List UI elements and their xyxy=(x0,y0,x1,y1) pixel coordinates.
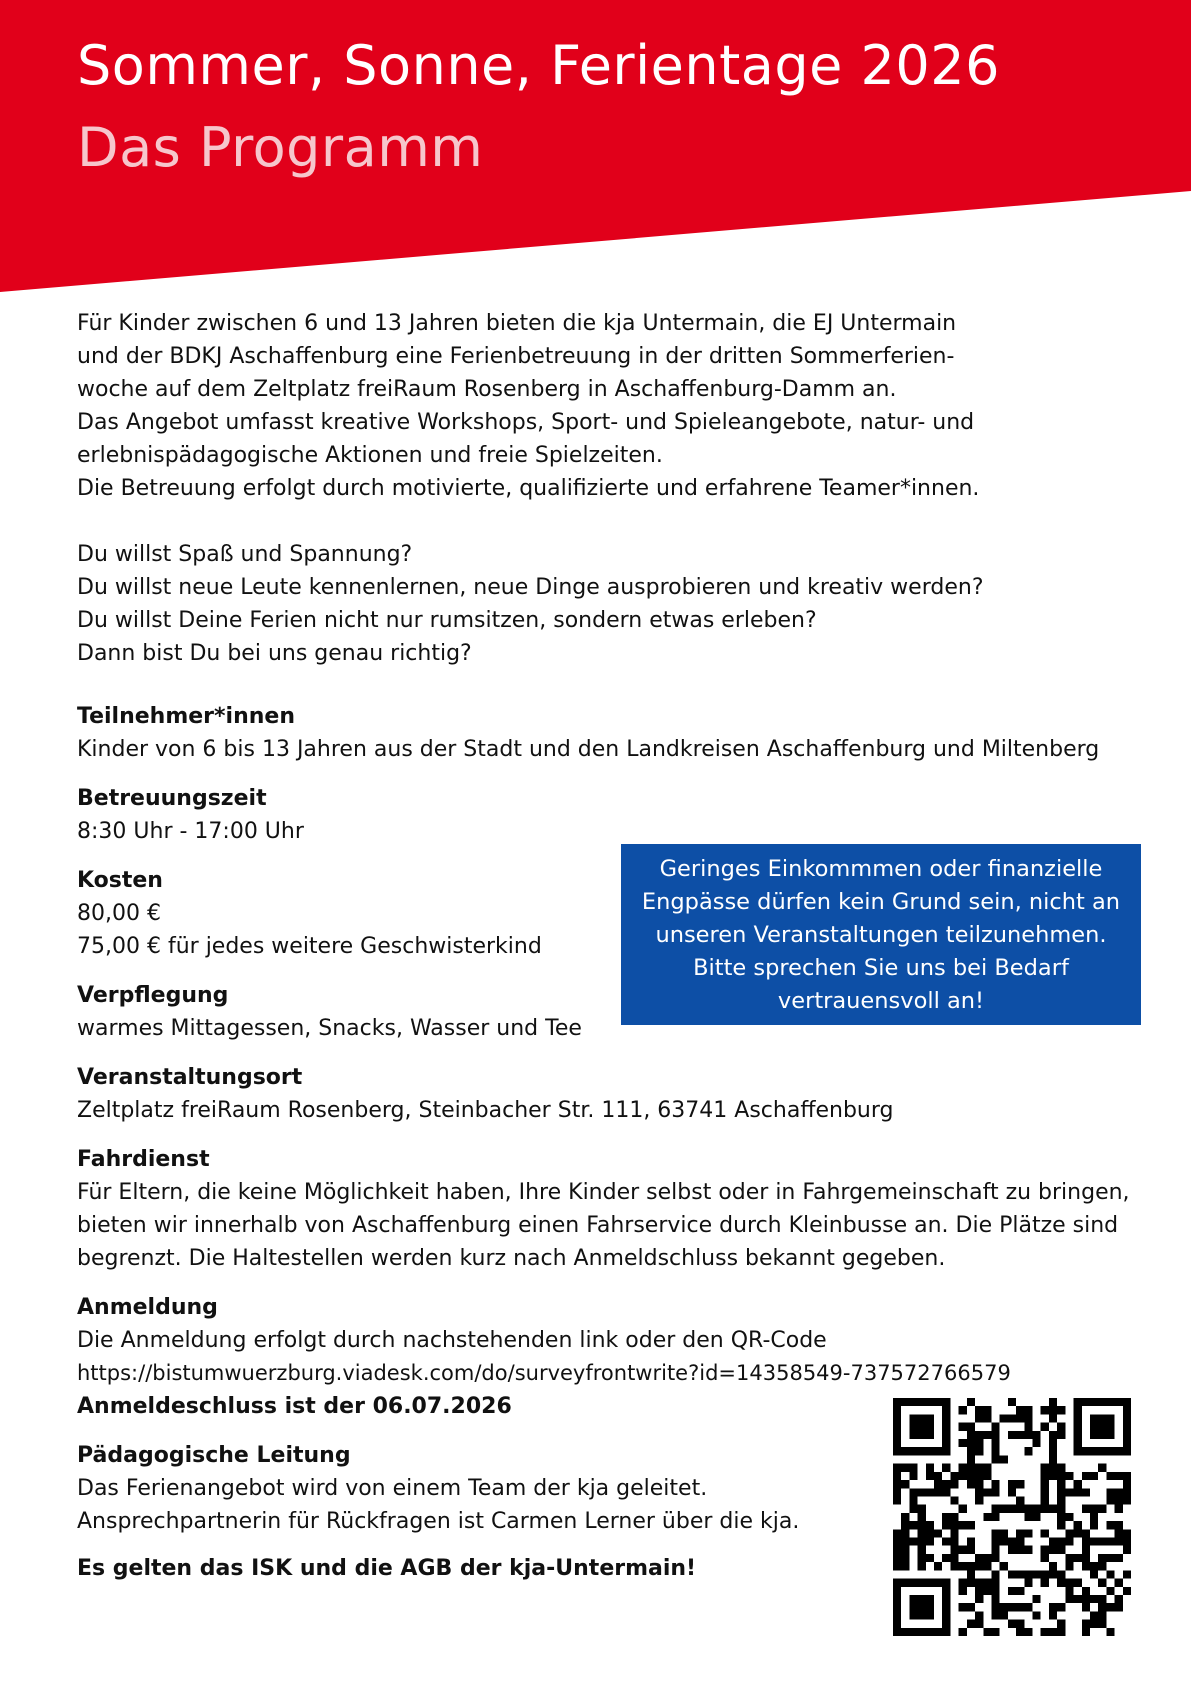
section-text: Für Eltern, die keine Möglichkeit haben, Ihre Kinder selbst oder in Fahrgemeinschaft zu bringen, xyxy=(77,1180,1130,1205)
financial-support-box xyxy=(621,844,1141,1025)
intro-line: erlebnispädagogische Aktionen und freie Spielzeiten. xyxy=(77,443,663,468)
section-betreuungszeit xyxy=(77,782,1177,848)
intro-paragraph xyxy=(77,307,1177,505)
question-line: Du willst neue Leute kennenlernen, neue Dinge ausprobieren und kreativ werden? xyxy=(77,575,984,600)
page-subtitle: Das Programm xyxy=(77,116,484,179)
page-title: Sommer, Sonne, Ferientage 2026 xyxy=(77,34,1000,97)
section-teilnehmer xyxy=(77,700,1177,766)
header-banner xyxy=(0,0,1191,300)
intro-line: Das Angebot umfasst kreative Workshops, Sport- und Spieleangebote, natur- und xyxy=(77,410,975,435)
questions-paragraph xyxy=(77,538,1177,670)
section-heading: Fahrdienst xyxy=(77,1147,210,1172)
section-text: Zeltplatz freiRaum Rosenberg, Steinbacher Str. 111, 63741 Aschaffenburg xyxy=(77,1098,894,1123)
section-fahrdienst xyxy=(77,1143,1177,1275)
section-text: Ansprechpartnerin für Rückfragen ist Carmen Lerner über die kja. xyxy=(77,1509,800,1534)
intro-line: woche auf dem Zeltplatz freiRaum Rosenberg in Aschaffenburg-Damm an. xyxy=(77,377,897,402)
question-line: Dann bist Du bei uns genau richtig? xyxy=(77,641,472,666)
question-line: Du willst Spaß und Spannung? xyxy=(77,542,413,567)
section-heading: Verpflegung xyxy=(77,983,229,1008)
infobox-line: Bitte sprechen Sie uns bei Bedarf xyxy=(693,955,1069,981)
section-text: begrenzt. Die Haltestellen werden kurz nach Anmeldschluss bekannt gegeben. xyxy=(77,1246,946,1271)
section-text: 8:30 Uhr - 17:00 Uhr xyxy=(77,819,304,844)
infobox-line: Geringes Einkommmen oder finanzielle xyxy=(659,856,1103,882)
infobox-line: vertrauensvoll an! xyxy=(777,988,985,1014)
section-heading: Betreuungszeit xyxy=(77,786,267,811)
section-text: bieten wir innerhalb von Aschaffenburg einen Fahrservice durch Kleinbusse an. Die Plätze sind xyxy=(77,1213,1119,1238)
intro-line: Die Betreuung erfolgt durch motivierte, qualifizierte und erfahrene Teamer*innen. xyxy=(77,476,980,501)
section-text: Die Anmeldung erfolgt durch nachstehenden link oder den QR-Code xyxy=(77,1328,827,1353)
question-line: Du willst Deine Ferien nicht nur rumsitzen, sondern etwas erleben? xyxy=(77,608,817,633)
registration-deadline: Anmeldeschluss ist der 06.07.2026 xyxy=(77,1394,512,1419)
section-heading: Kosten xyxy=(77,868,163,893)
intro-line: und der BDKJ Aschaffenburg eine Ferienbetreuung in der dritten Sommerferien- xyxy=(77,344,955,369)
section-text: Das Ferienangebot wird von einem Team der kja geleitet. xyxy=(77,1476,708,1501)
section-heading: Veranstaltungsort xyxy=(77,1065,303,1090)
price-regular: 80,00 € xyxy=(77,901,161,926)
footer-note: Es gelten das ISK und die AGB der kja-Untermain! xyxy=(77,1556,697,1581)
section-text: Kinder von 6 bis 13 Jahren aus der Stadt und den Landkreisen Aschaffenburg und Miltenberg xyxy=(77,737,1100,762)
section-heading: Anmeldung xyxy=(77,1295,218,1320)
intro-line: Für Kinder zwischen 6 und 13 Jahren bieten die kja Untermain, die EJ Untermain xyxy=(77,311,957,336)
section-veranstaltungsort xyxy=(77,1061,1177,1127)
infobox-line: unseren Veranstaltungen teilzunehmen. xyxy=(655,922,1107,948)
section-heading: Teilnehmer*innen xyxy=(77,704,295,729)
infobox-line: Engpässe dürfen kein Grund sein, nicht an xyxy=(641,889,1121,915)
price-sibling: 75,00 € für jedes weitere Geschwisterkind xyxy=(77,934,542,959)
section-text: warmes Mittagessen, Snacks, Wasser und Tee xyxy=(77,1016,582,1041)
qr-code-icon[interactable] xyxy=(893,1398,1131,1636)
section-heading: Pädagogische Leitung xyxy=(77,1443,351,1468)
registration-link[interactable]: https://bistumwuerzburg.viadesk.com/do/surveyfrontwrite?id=14358549-737572766579 xyxy=(77,1361,1011,1385)
